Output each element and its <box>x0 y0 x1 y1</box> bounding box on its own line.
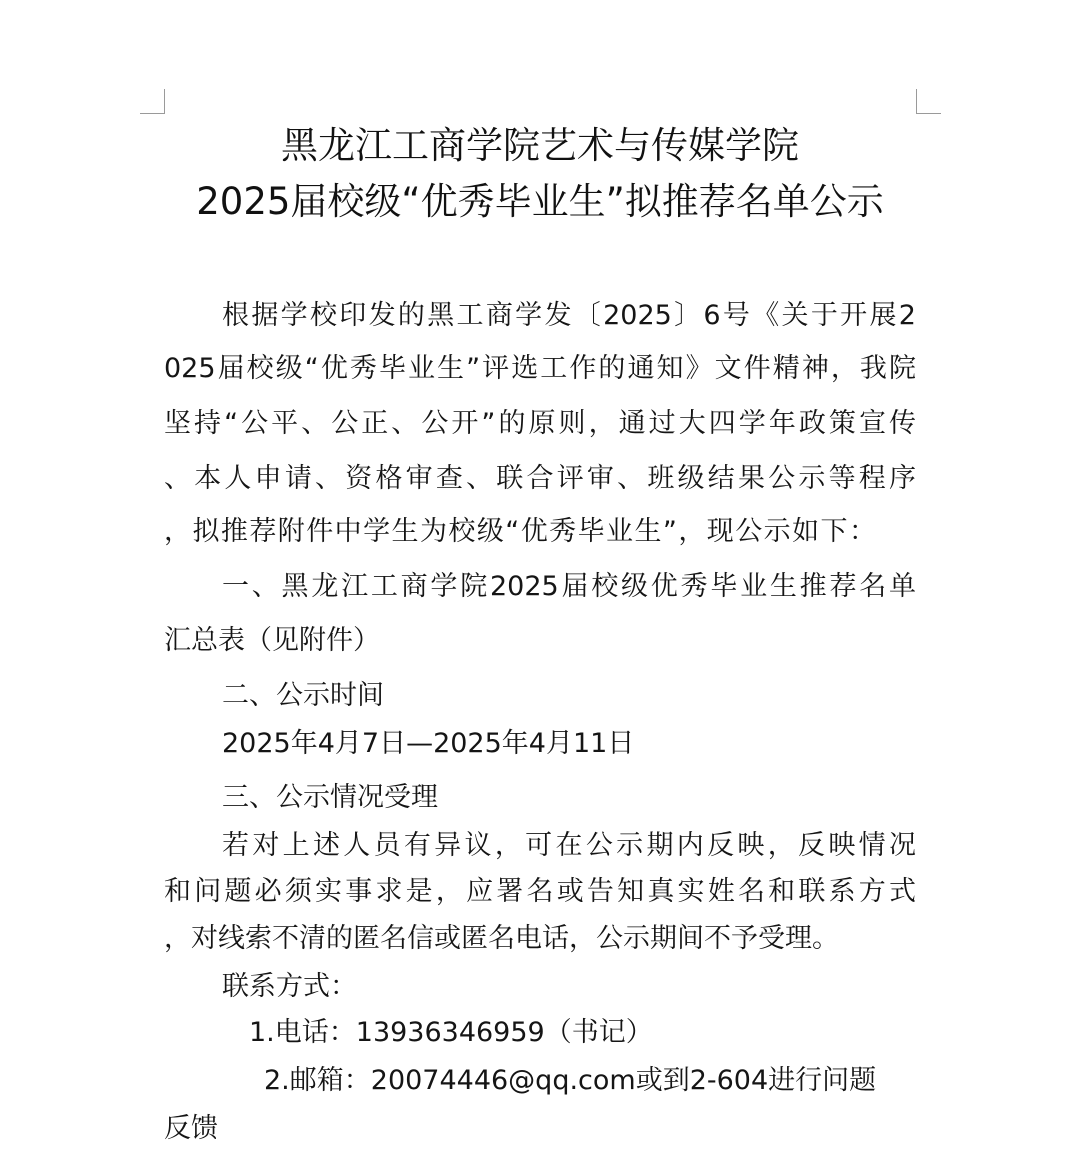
section-1-line: 一、黑龙江工商学院2025届校级优秀毕业生推荐名单 <box>222 571 916 602</box>
section-2-heading: 二、公示时间 <box>222 680 384 711</box>
contact-phone: 1.电话：13936346959（书记） <box>249 1017 653 1048</box>
section-1-line: 汇总表（见附件） <box>164 625 380 656</box>
paragraph-line: 025届校级“优秀毕业生”评选工作的通知》文件精神，我院 <box>164 353 916 384</box>
contact-email: 2.邮箱：20074446@qq.com或到2-604进行问题 <box>264 1065 877 1096</box>
section-3-line: 和问题必须实事求是，应署名或告知真实姓名和联系方式 <box>164 876 916 907</box>
document-title-line-2: 2025届校级“优秀毕业生”拟推荐名单公示 <box>196 180 884 223</box>
paragraph-line: 坚持“公平、公正、公开”的原则，通过大四学年政策宣传 <box>164 408 916 439</box>
contact-heading: 联系方式： <box>222 971 357 1002</box>
document-title-line-1: 黑龙江工商学院艺术与传媒学院 <box>281 124 799 167</box>
paragraph-line: ，拟推荐附件中学生为校级“优秀毕业生”，现公示如下： <box>164 516 876 547</box>
crop-mark-top-right <box>916 89 941 114</box>
section-3-line: ，对线索不清的匿名信或匿名电话，公示期间不予受理。 <box>164 923 839 954</box>
crop-mark-top-left <box>140 89 165 114</box>
paragraph-line: 、本人申请、资格审查、联合评审、班级结果公示等程序 <box>164 463 916 494</box>
paragraph-line: 根据学校印发的黑工商学发〔2025〕6号《关于开展2 <box>222 300 916 331</box>
contact-email-continued: 反馈 <box>164 1113 218 1144</box>
section-2-dates: 2025年4月7日—2025年4月11日 <box>222 728 635 759</box>
section-3-line: 若对上述人员有异议，可在公示期内反映，反映情况 <box>222 830 916 861</box>
section-3-heading: 三、公示情况受理 <box>222 782 438 813</box>
